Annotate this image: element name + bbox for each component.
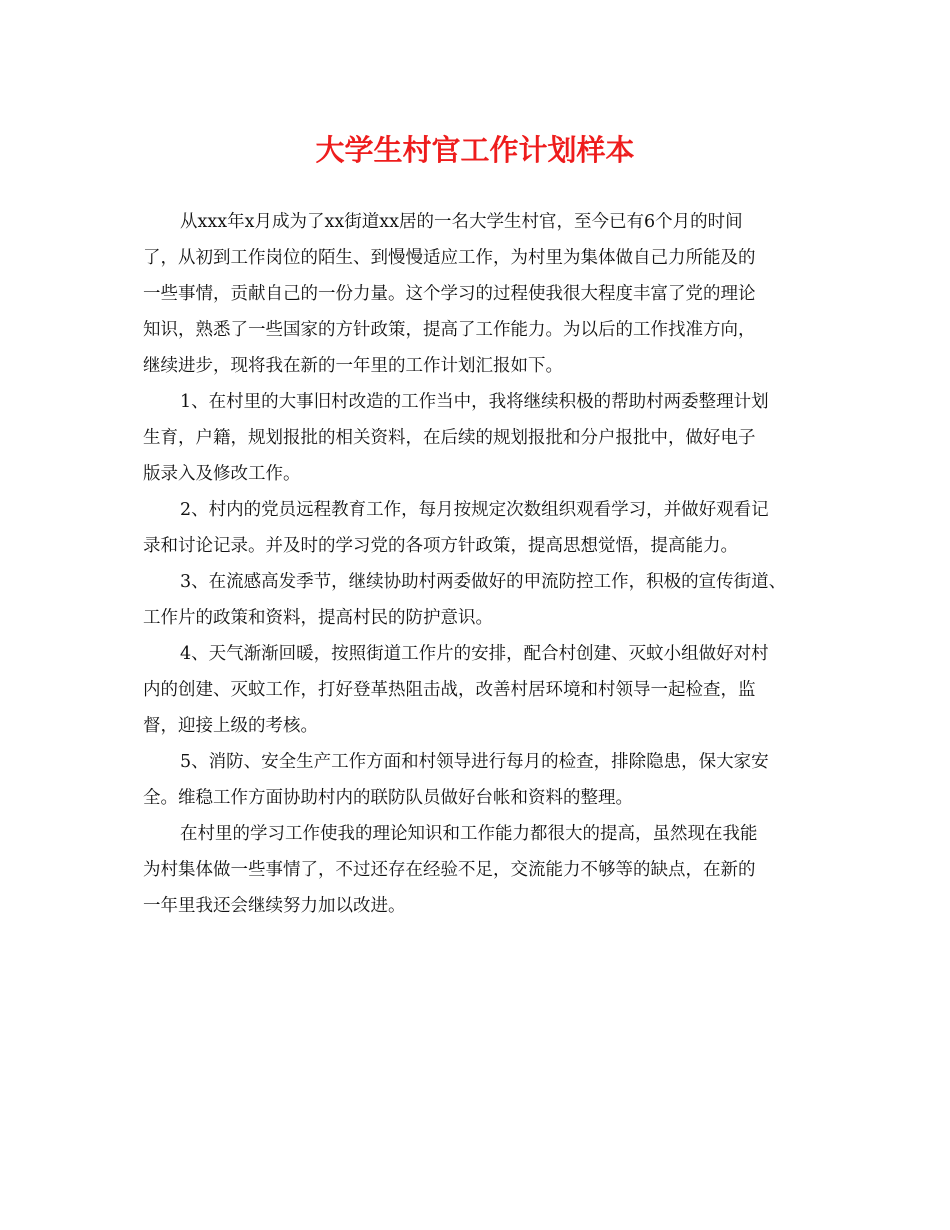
paragraph-line: 4、天气渐渐回暖，按照街道工作片的安排，配合村创建、灭蚊小组做好对村 [180, 644, 769, 664]
paragraph [143, 384, 815, 492]
paragraph-line: 1、在村里的大事旧村改造的工作当中，我将继续积极的帮助村两委整理计划 [180, 392, 769, 412]
paragraph-line: 全。维稳工作方面协助村内的联防队员做好台帐和资料的整理。 [143, 788, 633, 808]
paragraph [143, 204, 815, 384]
paragraph-line: 一年里我还会继续努力加以改进。 [143, 896, 406, 916]
paragraph-line: 3、在流感高发季节，继续协助村两委做好的甲流防控工作，积极的宣传街道、 [180, 572, 787, 592]
paragraph-line: 一些事情，贡献自己的一份力量。这个学习的过程使我很大程度丰富了党的理论 [143, 284, 756, 304]
paragraph-line: 继续进步，现将我在新的一年里的工作计划汇报如下。 [143, 356, 563, 376]
paragraph-line: 版录入及修改工作。 [143, 464, 301, 484]
paragraph-line: 为村集体做一些事情了，不过还存在经验不足，交流能力不够等的缺点，在新的 [143, 860, 756, 880]
document-title: 大学生村官工作计划样本 [315, 133, 635, 167]
paragraph-line: 内的创建、灭蚊工作，打好登革热阻击战，改善村居环境和村领导一起检查，监 [143, 680, 756, 700]
paragraph-line: 工作片的政策和资料，提高村民的防护意识。 [143, 608, 493, 628]
paragraph [143, 492, 815, 564]
paragraph-line: 在村里的学习工作使我的理论知识和工作能力都很大的提高，虽然现在我能 [180, 824, 758, 844]
paragraph [143, 564, 815, 636]
paragraph-line: 录和讨论记录。并及时的学习党的各项方针政策，提高思想觉悟，提高能力。 [143, 536, 738, 556]
paragraph [143, 744, 815, 816]
paragraph-line: 从xxx年x月成为了xx街道xx居的一名大学生村官，至今已有6个月的时间 [180, 212, 743, 232]
paragraph-line: 了，从初到工作岗位的陌生、到慢慢适应工作，为村里为集体做自己力所能及的 [143, 248, 756, 268]
paragraph [143, 636, 815, 744]
paragraph [143, 816, 815, 924]
paragraph-line: 2、村内的党员远程教育工作，每月按规定次数组织观看学习，并做好观看记 [180, 500, 769, 520]
paragraph-line: 生育，户籍，规划报批的相关资料，在后续的规划报批和分户报批中，做好电子 [143, 428, 756, 448]
document-body [143, 204, 815, 924]
paragraph-line: 督，迎接上级的考核。 [143, 716, 318, 736]
paragraph-line: 5、消防、安全生产工作方面和村领导进行每月的检查，排除隐患，保大家安 [180, 752, 769, 772]
paragraph-line: 知识，熟悉了一些国家的方针政策，提高了工作能力。为以后的工作找准方向， [143, 320, 756, 340]
